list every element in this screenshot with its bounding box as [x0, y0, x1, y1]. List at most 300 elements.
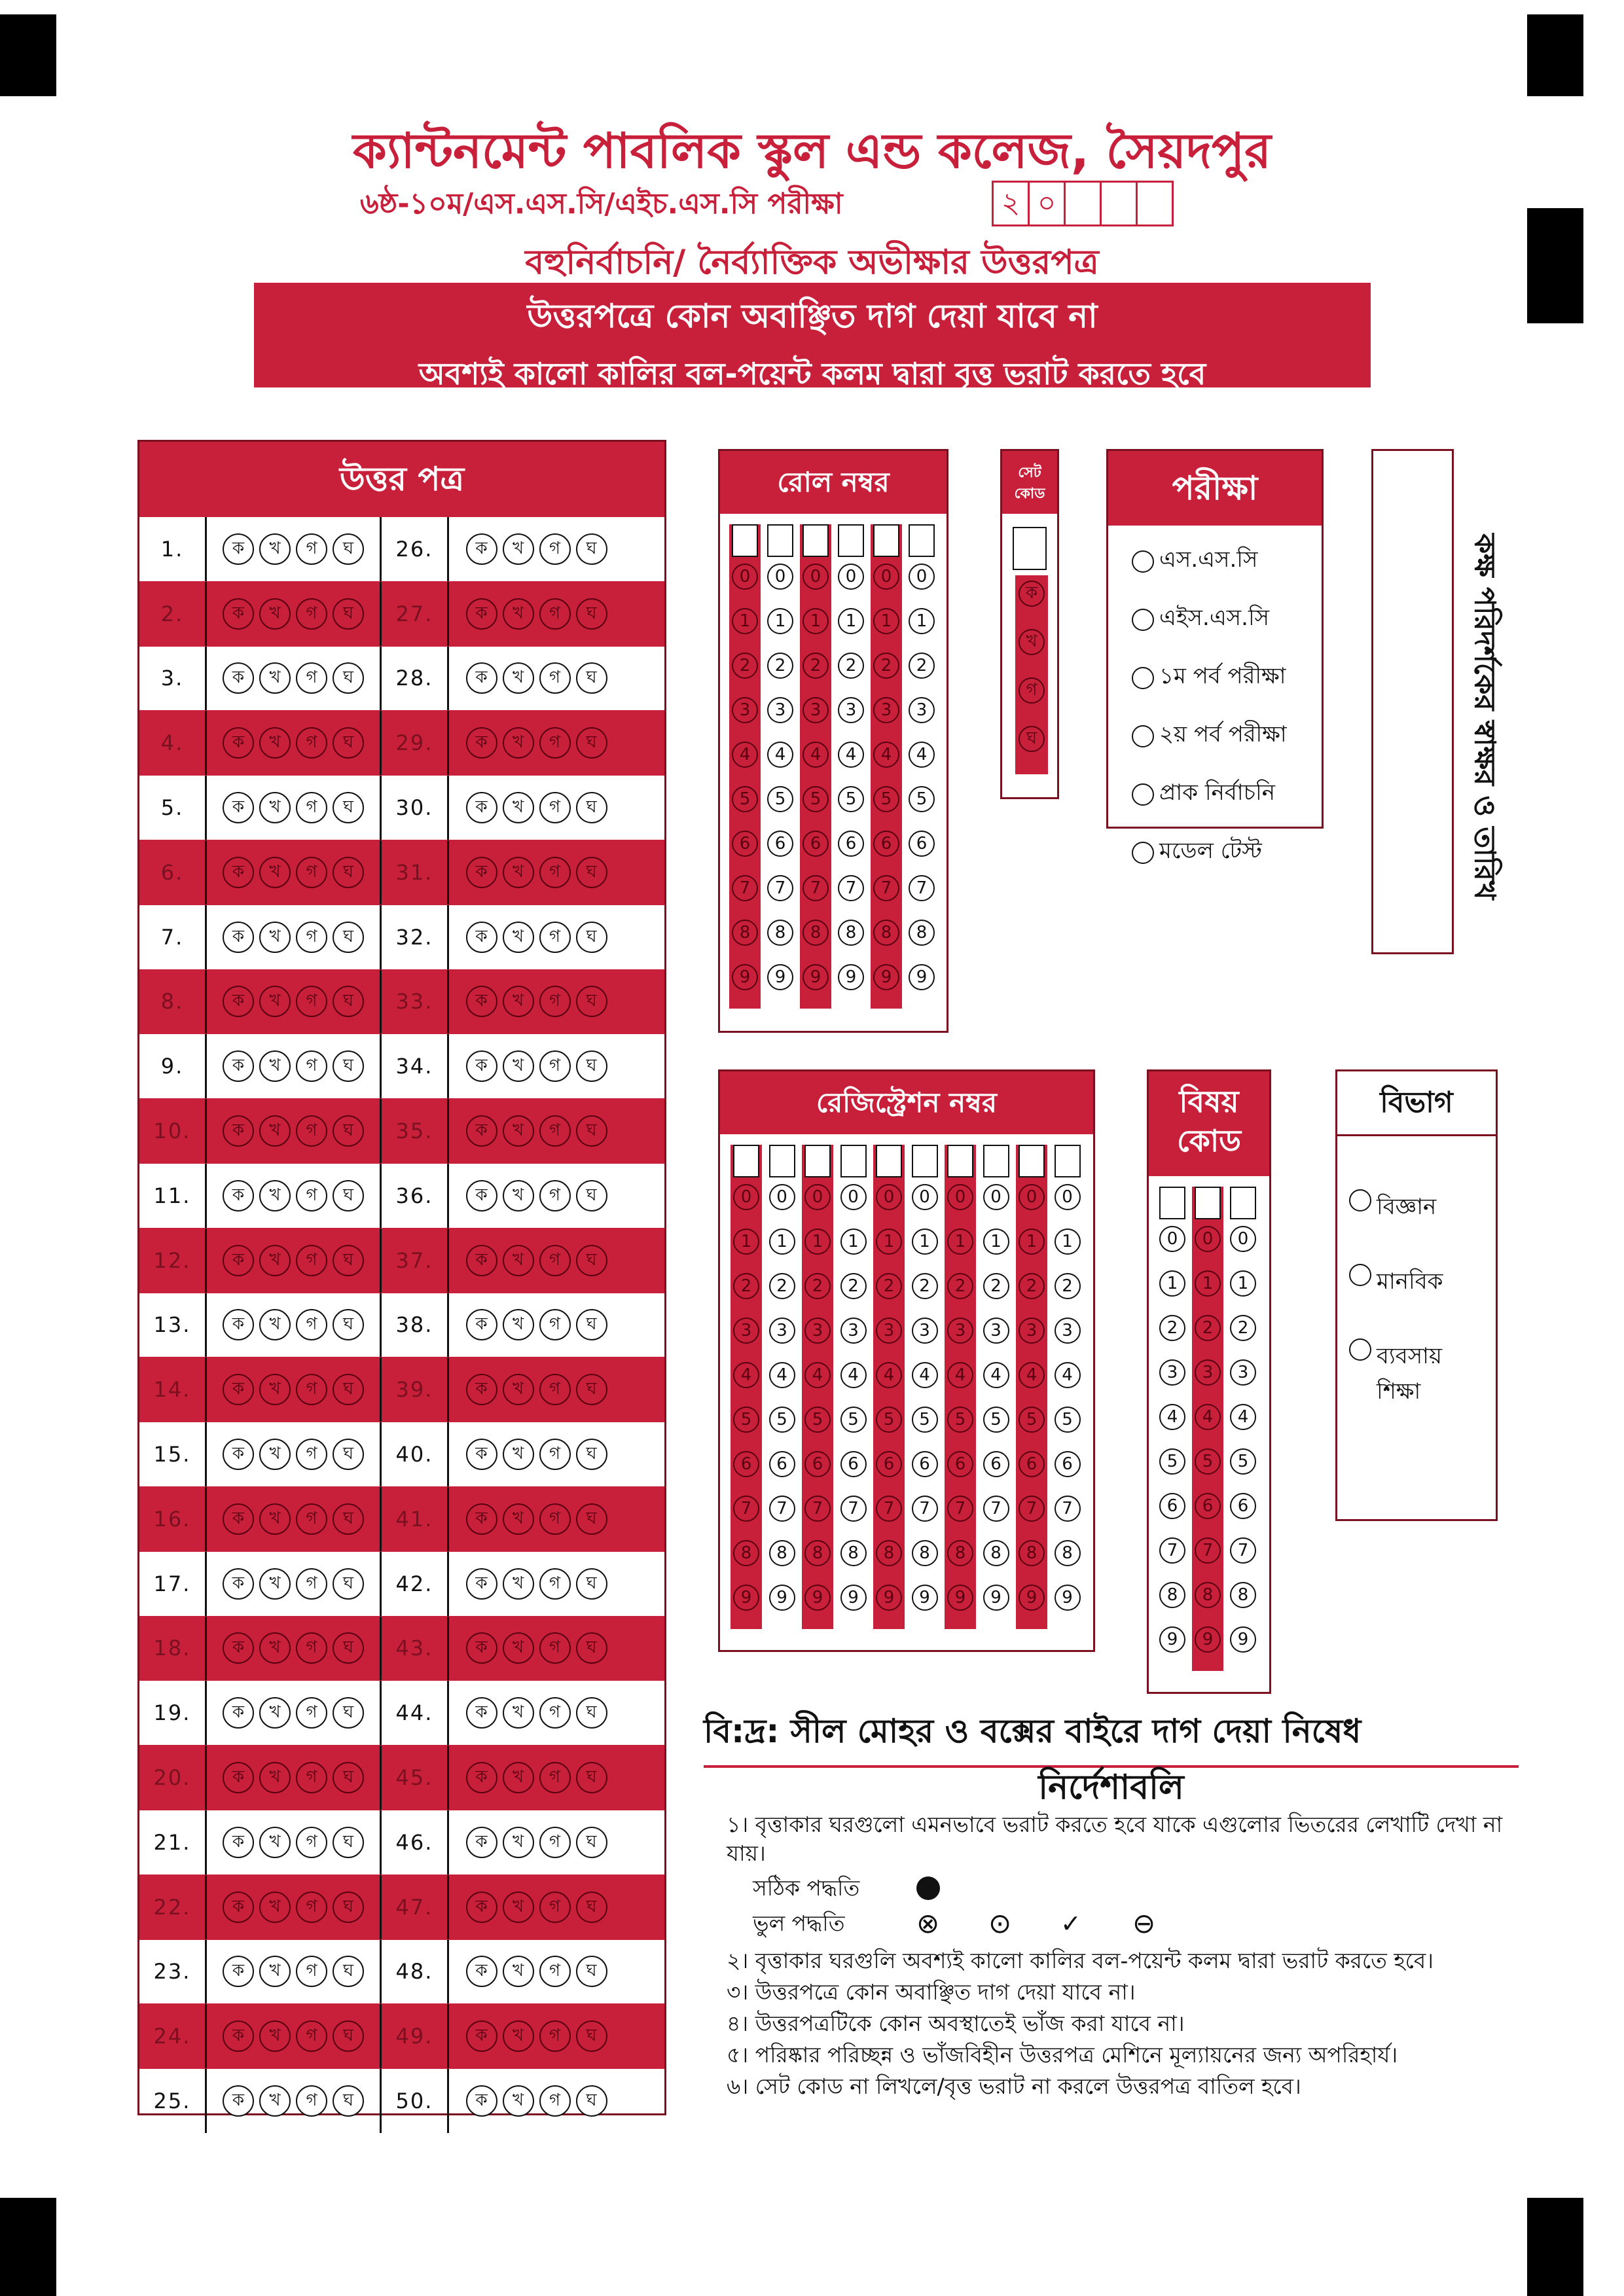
digit-bubble[interactable]: 2: [803, 653, 829, 679]
answer-bubble[interactable]: খ: [259, 727, 291, 759]
digit-bubble[interactable]: 4: [767, 742, 793, 768]
digit-bubble[interactable]: 6: [732, 831, 758, 857]
answer-bubble[interactable]: গ: [539, 986, 571, 1017]
digit-entry-box[interactable]: [1195, 1187, 1221, 1219]
digit-bubble[interactable]: 2: [876, 1273, 902, 1299]
answer-bubble[interactable]: খ: [503, 2020, 534, 2052]
digit-bubble[interactable]: 4: [733, 1362, 759, 1388]
answer-bubble[interactable]: ক: [466, 1050, 497, 1082]
answer-bubble[interactable]: খ: [259, 922, 291, 953]
answer-bubble[interactable]: ঘ: [576, 1632, 607, 1664]
digit-bubble[interactable]: 0: [804, 1184, 831, 1210]
answer-bubble[interactable]: ক: [223, 1245, 254, 1276]
digit-bubble[interactable]: 1: [1159, 1270, 1185, 1297]
answer-bubble[interactable]: ঘ: [576, 1050, 607, 1082]
digit-bubble[interactable]: 5: [909, 786, 935, 812]
answer-bubble[interactable]: গ: [296, 857, 327, 888]
digit-bubble[interactable]: 3: [1159, 1359, 1185, 1386]
answer-bubble[interactable]: ঘ: [333, 857, 364, 888]
answer-bubble[interactable]: খ: [259, 1245, 291, 1276]
year-digit-box[interactable]: [1138, 183, 1172, 224]
digit-bubble[interactable]: 7: [769, 1496, 795, 1522]
digit-bubble[interactable]: 0: [767, 564, 793, 590]
digit-entry-box[interactable]: [804, 1145, 831, 1177]
answer-bubble[interactable]: ক: [223, 533, 254, 565]
digit-bubble[interactable]: 4: [838, 742, 864, 768]
answer-bubble[interactable]: খ: [259, 2085, 291, 2117]
answer-bubble[interactable]: ঘ: [333, 922, 364, 953]
year-digit-box[interactable]: ২: [994, 183, 1030, 224]
answer-bubble[interactable]: গ: [539, 1568, 571, 1600]
answer-bubble[interactable]: খ: [259, 1632, 291, 1664]
answer-bubble[interactable]: ক: [223, 792, 254, 823]
answer-bubble[interactable]: গ: [539, 662, 571, 694]
answer-bubble[interactable]: গ: [539, 2020, 571, 2052]
digit-bubble[interactable]: 7: [1230, 1537, 1256, 1564]
answer-bubble[interactable]: খ: [259, 1762, 291, 1793]
digit-bubble[interactable]: 5: [1019, 1407, 1045, 1433]
option-circle[interactable]: [1132, 725, 1154, 747]
digit-bubble[interactable]: 0: [983, 1184, 1009, 1210]
answer-bubble[interactable]: খ: [259, 1115, 291, 1147]
exam-type-option[interactable]: [1132, 543, 1287, 580]
answer-bubble[interactable]: খ: [503, 533, 534, 565]
digit-bubble[interactable]: 0: [838, 564, 864, 590]
digit-bubble[interactable]: 6: [983, 1451, 1009, 1477]
answer-bubble[interactable]: ক: [223, 1050, 254, 1082]
digit-bubble[interactable]: 6: [804, 1451, 831, 1477]
digit-bubble[interactable]: 6: [1055, 1451, 1081, 1477]
digit-bubble[interactable]: 7: [803, 875, 829, 901]
digit-bubble[interactable]: 9: [1195, 1626, 1221, 1653]
option-circle[interactable]: [1132, 783, 1154, 806]
answer-bubble[interactable]: গ: [296, 1439, 327, 1470]
answer-bubble[interactable]: ক: [223, 986, 254, 1017]
digit-bubble[interactable]: 8: [1195, 1582, 1221, 1608]
answer-bubble[interactable]: গ: [539, 1697, 571, 1729]
digit-bubble[interactable]: 7: [876, 1496, 902, 1522]
digit-bubble[interactable]: 9: [1230, 1626, 1256, 1653]
answer-bubble[interactable]: গ: [296, 598, 327, 630]
digit-bubble[interactable]: 3: [912, 1318, 938, 1344]
answer-bubble[interactable]: ঘ: [333, 2085, 364, 2117]
digit-bubble[interactable]: 2: [873, 653, 899, 679]
answer-bubble[interactable]: গ: [296, 1180, 327, 1211]
answer-bubble[interactable]: খ: [503, 792, 534, 823]
answer-bubble[interactable]: গ: [296, 1309, 327, 1340]
answer-bubble[interactable]: খ: [259, 1956, 291, 1987]
answer-bubble[interactable]: ঘ: [576, 1956, 607, 1987]
answer-bubble[interactable]: খ: [503, 1827, 534, 1858]
digit-bubble[interactable]: 8: [769, 1540, 795, 1566]
digit-bubble[interactable]: 4: [947, 1362, 973, 1388]
answer-bubble[interactable]: ঘ: [333, 1568, 364, 1600]
digit-bubble[interactable]: 1: [733, 1229, 759, 1255]
answer-bubble[interactable]: গ: [539, 1050, 571, 1082]
option-circle[interactable]: [1349, 1338, 1371, 1361]
digit-bubble[interactable]: 1: [1195, 1270, 1221, 1297]
digit-bubble[interactable]: 4: [1055, 1362, 1081, 1388]
answer-bubble[interactable]: গ: [296, 1697, 327, 1729]
digit-bubble[interactable]: 2: [804, 1273, 831, 1299]
answer-bubble[interactable]: গ: [539, 1374, 571, 1405]
exam-type-option[interactable]: [1132, 717, 1287, 755]
digit-bubble[interactable]: 7: [1195, 1537, 1221, 1564]
answer-bubble[interactable]: গ: [539, 1245, 571, 1276]
digit-bubble[interactable]: 3: [1230, 1359, 1256, 1386]
answer-bubble[interactable]: খ: [503, 1956, 534, 1987]
digit-bubble[interactable]: 6: [1195, 1493, 1221, 1519]
answer-bubble[interactable]: ক: [223, 1632, 254, 1664]
answer-bubble[interactable]: খ: [503, 727, 534, 759]
digit-bubble[interactable]: 4: [769, 1362, 795, 1388]
year-digit-box[interactable]: [1102, 183, 1138, 224]
answer-bubble[interactable]: ক: [223, 1827, 254, 1858]
answer-bubble[interactable]: ক: [466, 1180, 497, 1211]
digit-bubble[interactable]: 9: [1019, 1585, 1045, 1611]
answer-bubble[interactable]: ঘ: [333, 1827, 364, 1858]
digit-bubble[interactable]: 7: [733, 1496, 759, 1522]
answer-bubble[interactable]: ক: [466, 2020, 497, 2052]
answer-bubble[interactable]: ক: [466, 792, 497, 823]
answer-bubble[interactable]: খ: [503, 1568, 534, 1600]
digit-bubble[interactable]: 8: [912, 1540, 938, 1566]
digit-bubble[interactable]: 4: [912, 1362, 938, 1388]
digit-bubble[interactable]: 9: [873, 964, 899, 990]
digit-bubble[interactable]: 8: [732, 920, 758, 946]
digit-bubble[interactable]: 5: [873, 786, 899, 812]
digit-bubble[interactable]: 7: [912, 1496, 938, 1522]
answer-bubble[interactable]: গ: [296, 1115, 327, 1147]
digit-bubble[interactable]: 8: [840, 1540, 867, 1566]
answer-bubble[interactable]: গ: [539, 1827, 571, 1858]
year-digit-box[interactable]: [1066, 183, 1102, 224]
answer-bubble[interactable]: গ: [296, 792, 327, 823]
set-code-bubble[interactable]: গ: [1019, 677, 1045, 704]
digit-bubble[interactable]: 5: [769, 1407, 795, 1433]
digit-bubble[interactable]: 0: [1055, 1184, 1081, 1210]
exam-type-option[interactable]: [1132, 834, 1287, 871]
digit-bubble[interactable]: 0: [769, 1184, 795, 1210]
digit-bubble[interactable]: 5: [1230, 1448, 1256, 1475]
exam-type-option[interactable]: [1132, 601, 1287, 638]
digit-bubble[interactable]: 1: [876, 1229, 902, 1255]
answer-bubble[interactable]: ঘ: [576, 533, 607, 565]
digit-bubble[interactable]: 9: [732, 964, 758, 990]
digit-bubble[interactable]: 2: [769, 1273, 795, 1299]
digit-bubble[interactable]: 6: [1159, 1493, 1185, 1519]
answer-bubble[interactable]: গ: [539, 792, 571, 823]
answer-bubble[interactable]: খ: [259, 1180, 291, 1211]
digit-entry-box[interactable]: [767, 524, 793, 557]
digit-bubble[interactable]: 8: [767, 920, 793, 946]
answer-bubble[interactable]: গ: [296, 533, 327, 565]
digit-bubble[interactable]: 9: [769, 1585, 795, 1611]
digit-bubble[interactable]: 3: [838, 697, 864, 723]
answer-bubble[interactable]: খ: [503, 1762, 534, 1793]
answer-bubble[interactable]: খ: [503, 1115, 534, 1147]
digit-bubble[interactable]: 3: [876, 1318, 902, 1344]
year-boxes[interactable]: [992, 181, 1174, 226]
answer-bubble[interactable]: ঘ: [333, 662, 364, 694]
digit-bubble[interactable]: 3: [1055, 1318, 1081, 1344]
answer-bubble[interactable]: ঘ: [576, 1374, 607, 1405]
answer-bubble[interactable]: ঘ: [576, 1309, 607, 1340]
digit-bubble[interactable]: 3: [840, 1318, 867, 1344]
digit-bubble[interactable]: 5: [1159, 1448, 1185, 1475]
division-option[interactable]: [1349, 1264, 1481, 1299]
answer-bubble[interactable]: ক: [466, 1503, 497, 1535]
digit-bubble[interactable]: 4: [732, 742, 758, 768]
answer-bubble[interactable]: ক: [223, 2020, 254, 2052]
answer-bubble[interactable]: গ: [539, 1115, 571, 1147]
answer-bubble[interactable]: খ: [259, 1568, 291, 1600]
answer-bubble[interactable]: ঘ: [576, 1439, 607, 1470]
answer-bubble[interactable]: ক: [223, 1115, 254, 1147]
answer-bubble[interactable]: ক: [466, 986, 497, 1017]
answer-bubble[interactable]: গ: [539, 1632, 571, 1664]
answer-bubble[interactable]: ঘ: [333, 533, 364, 565]
answer-bubble[interactable]: ক: [466, 1115, 497, 1147]
digit-bubble[interactable]: 7: [838, 875, 864, 901]
answer-bubble[interactable]: গ: [539, 533, 571, 565]
digit-bubble[interactable]: 2: [947, 1273, 973, 1299]
digit-bubble[interactable]: 2: [733, 1273, 759, 1299]
digit-bubble[interactable]: 4: [803, 742, 829, 768]
digit-bubble[interactable]: 3: [1019, 1318, 1045, 1344]
answer-bubble[interactable]: খ: [259, 986, 291, 1017]
answer-bubble[interactable]: ঘ: [576, 1892, 607, 1923]
answer-bubble[interactable]: ক: [223, 1697, 254, 1729]
digit-entry-box[interactable]: [909, 524, 935, 557]
answer-bubble[interactable]: ঘ: [333, 1632, 364, 1664]
answer-bubble[interactable]: গ: [296, 1956, 327, 1987]
digit-bubble[interactable]: 8: [1159, 1582, 1185, 1608]
digit-bubble[interactable]: 2: [1019, 1273, 1045, 1299]
digit-bubble[interactable]: 6: [769, 1451, 795, 1477]
digit-bubble[interactable]: 0: [803, 564, 829, 590]
answer-bubble[interactable]: গ: [539, 922, 571, 953]
answer-bubble[interactable]: খ: [503, 1374, 534, 1405]
set-code-box[interactable]: [1013, 527, 1047, 570]
answer-bubble[interactable]: ক: [223, 598, 254, 630]
answer-bubble[interactable]: গ: [539, 1309, 571, 1340]
digit-entry-box[interactable]: [838, 524, 864, 557]
digit-bubble[interactable]: 5: [732, 786, 758, 812]
answer-bubble[interactable]: ঘ: [333, 1697, 364, 1729]
digit-bubble[interactable]: 4: [1019, 1362, 1045, 1388]
answer-bubble[interactable]: ঘ: [333, 2020, 364, 2052]
digit-bubble[interactable]: 0: [912, 1184, 938, 1210]
answer-bubble[interactable]: খ: [503, 857, 534, 888]
answer-bubble[interactable]: খ: [259, 792, 291, 823]
answer-bubble[interactable]: ঘ: [576, 792, 607, 823]
digit-bubble[interactable]: 0: [1195, 1226, 1221, 1252]
answer-bubble[interactable]: ঘ: [333, 1956, 364, 1987]
answer-bubble[interactable]: ক: [223, 1439, 254, 1470]
digit-entry-box[interactable]: [1230, 1187, 1256, 1219]
digit-bubble[interactable]: 7: [1019, 1496, 1045, 1522]
answer-bubble[interactable]: ঘ: [576, 1827, 607, 1858]
answer-bubble[interactable]: গ: [296, 727, 327, 759]
answer-bubble[interactable]: ক: [466, 1632, 497, 1664]
digit-bubble[interactable]: 8: [873, 920, 899, 946]
digit-bubble[interactable]: 4: [909, 742, 935, 768]
answer-bubble[interactable]: ঘ: [333, 1180, 364, 1211]
answer-bubble[interactable]: ঘ: [333, 1892, 364, 1923]
answer-bubble[interactable]: খ: [503, 1697, 534, 1729]
answer-bubble[interactable]: গ: [296, 986, 327, 1017]
answer-bubble[interactable]: ঘ: [576, 1503, 607, 1535]
answer-bubble[interactable]: ঘ: [576, 1697, 607, 1729]
digit-entry-box[interactable]: [1019, 1145, 1045, 1177]
digit-bubble[interactable]: 8: [804, 1540, 831, 1566]
digit-bubble[interactable]: 9: [912, 1585, 938, 1611]
digit-bubble[interactable]: 2: [840, 1273, 867, 1299]
answer-bubble[interactable]: ঘ: [576, 922, 607, 953]
answer-bubble[interactable]: খ: [503, 662, 534, 694]
answer-bubble[interactable]: গ: [296, 1050, 327, 1082]
answer-bubble[interactable]: গ: [296, 1245, 327, 1276]
digit-bubble[interactable]: 0: [1230, 1226, 1256, 1252]
answer-bubble[interactable]: ক: [466, 1827, 497, 1858]
answer-bubble[interactable]: ক: [466, 533, 497, 565]
digit-bubble[interactable]: 7: [983, 1496, 1009, 1522]
answer-bubble[interactable]: ঘ: [333, 1115, 364, 1147]
digit-bubble[interactable]: 0: [1019, 1184, 1045, 1210]
answer-bubble[interactable]: ক: [466, 1245, 497, 1276]
answer-bubble[interactable]: খ: [503, 598, 534, 630]
digit-bubble[interactable]: 8: [947, 1540, 973, 1566]
answer-bubble[interactable]: ক: [223, 1503, 254, 1535]
digit-bubble[interactable]: 7: [1159, 1537, 1185, 1564]
digit-bubble[interactable]: 5: [947, 1407, 973, 1433]
answer-bubble[interactable]: ঘ: [576, 2085, 607, 2117]
digit-bubble[interactable]: 3: [732, 697, 758, 723]
digit-bubble[interactable]: 5: [1055, 1407, 1081, 1433]
answer-bubble[interactable]: ঘ: [576, 598, 607, 630]
answer-bubble[interactable]: গ: [296, 662, 327, 694]
digit-bubble[interactable]: 7: [840, 1496, 867, 1522]
answer-bubble[interactable]: ক: [466, 727, 497, 759]
option-circle[interactable]: [1132, 550, 1154, 573]
digit-bubble[interactable]: 2: [1159, 1315, 1185, 1341]
digit-bubble[interactable]: 5: [876, 1407, 902, 1433]
answer-bubble[interactable]: ঘ: [333, 1439, 364, 1470]
digit-bubble[interactable]: 9: [804, 1585, 831, 1611]
digit-bubble[interactable]: 9: [838, 964, 864, 990]
answer-bubble[interactable]: খ: [503, 2085, 534, 2117]
digit-bubble[interactable]: 4: [1230, 1404, 1256, 1430]
digit-bubble[interactable]: 2: [838, 653, 864, 679]
digit-bubble[interactable]: 4: [876, 1362, 902, 1388]
answer-bubble[interactable]: খ: [259, 2020, 291, 2052]
answer-bubble[interactable]: খ: [259, 1827, 291, 1858]
digit-bubble[interactable]: 6: [838, 831, 864, 857]
digit-bubble[interactable]: 1: [732, 608, 758, 634]
digit-bubble[interactable]: 7: [909, 875, 935, 901]
answer-bubble[interactable]: গ: [539, 2085, 571, 2117]
digit-bubble[interactable]: 0: [876, 1184, 902, 1210]
answer-bubble[interactable]: ঘ: [333, 1374, 364, 1405]
division-option[interactable]: [1349, 1338, 1481, 1409]
answer-bubble[interactable]: গ: [296, 1892, 327, 1923]
answer-bubble[interactable]: খ: [503, 922, 534, 953]
digit-bubble[interactable]: 0: [947, 1184, 973, 1210]
answer-bubble[interactable]: খ: [259, 857, 291, 888]
digit-bubble[interactable]: 1: [769, 1229, 795, 1255]
answer-bubble[interactable]: খ: [259, 1697, 291, 1729]
invigilator-signature-box[interactable]: [1371, 449, 1454, 954]
digit-bubble[interactable]: 8: [909, 920, 935, 946]
digit-bubble[interactable]: 4: [1195, 1404, 1221, 1430]
answer-bubble[interactable]: গ: [296, 2020, 327, 2052]
digit-bubble[interactable]: 2: [767, 653, 793, 679]
answer-bubble[interactable]: ঘ: [576, 662, 607, 694]
answer-bubble[interactable]: গ: [539, 727, 571, 759]
answer-bubble[interactable]: খ: [259, 1050, 291, 1082]
answer-bubble[interactable]: ক: [223, 1956, 254, 1987]
digit-bubble[interactable]: 2: [1055, 1273, 1081, 1299]
digit-bubble[interactable]: 0: [840, 1184, 867, 1210]
answer-bubble[interactable]: ঘ: [333, 1309, 364, 1340]
digit-entry-box[interactable]: [769, 1145, 795, 1177]
answer-bubble[interactable]: খ: [259, 598, 291, 630]
digit-bubble[interactable]: 1: [873, 608, 899, 634]
exam-type-option[interactable]: [1132, 659, 1287, 696]
digit-bubble[interactable]: 3: [1195, 1359, 1221, 1386]
digit-bubble[interactable]: 0: [732, 564, 758, 590]
digit-entry-box[interactable]: [983, 1145, 1009, 1177]
answer-bubble[interactable]: ঘ: [333, 1762, 364, 1793]
answer-bubble[interactable]: ঘ: [576, 857, 607, 888]
answer-bubble[interactable]: ঘ: [576, 1180, 607, 1211]
digit-bubble[interactable]: 8: [876, 1540, 902, 1566]
answer-bubble[interactable]: খ: [503, 986, 534, 1017]
answer-bubble[interactable]: ক: [466, 857, 497, 888]
digit-bubble[interactable]: 1: [909, 608, 935, 634]
digit-bubble[interactable]: 7: [767, 875, 793, 901]
set-code-bubble[interactable]: ঘ: [1019, 726, 1045, 752]
digit-bubble[interactable]: 2: [732, 653, 758, 679]
digit-entry-box[interactable]: [1055, 1145, 1081, 1177]
digit-bubble[interactable]: 7: [804, 1496, 831, 1522]
answer-bubble[interactable]: গ: [539, 1892, 571, 1923]
digit-bubble[interactable]: 5: [983, 1407, 1009, 1433]
digit-bubble[interactable]: 2: [1230, 1315, 1256, 1341]
digit-bubble[interactable]: 1: [767, 608, 793, 634]
answer-bubble[interactable]: ঘ: [333, 1503, 364, 1535]
digit-bubble[interactable]: 3: [947, 1318, 973, 1344]
digit-bubble[interactable]: 7: [732, 875, 758, 901]
digit-bubble[interactable]: 1: [947, 1229, 973, 1255]
answer-bubble[interactable]: ক: [223, 857, 254, 888]
digit-bubble[interactable]: 9: [983, 1585, 1009, 1611]
digit-bubble[interactable]: 5: [767, 786, 793, 812]
digit-bubble[interactable]: 9: [947, 1585, 973, 1611]
digit-entry-box[interactable]: [840, 1145, 867, 1177]
division-option[interactable]: [1349, 1189, 1481, 1225]
exam-type-option[interactable]: [1132, 776, 1287, 813]
digit-bubble[interactable]: 3: [733, 1318, 759, 1344]
answer-bubble[interactable]: ক: [223, 2085, 254, 2117]
option-circle[interactable]: [1132, 667, 1154, 689]
digit-entry-box[interactable]: [1159, 1187, 1185, 1219]
digit-bubble[interactable]: 0: [873, 564, 899, 590]
digit-entry-box[interactable]: [876, 1145, 902, 1177]
answer-bubble[interactable]: গ: [296, 1568, 327, 1600]
digit-bubble[interactable]: 5: [733, 1407, 759, 1433]
